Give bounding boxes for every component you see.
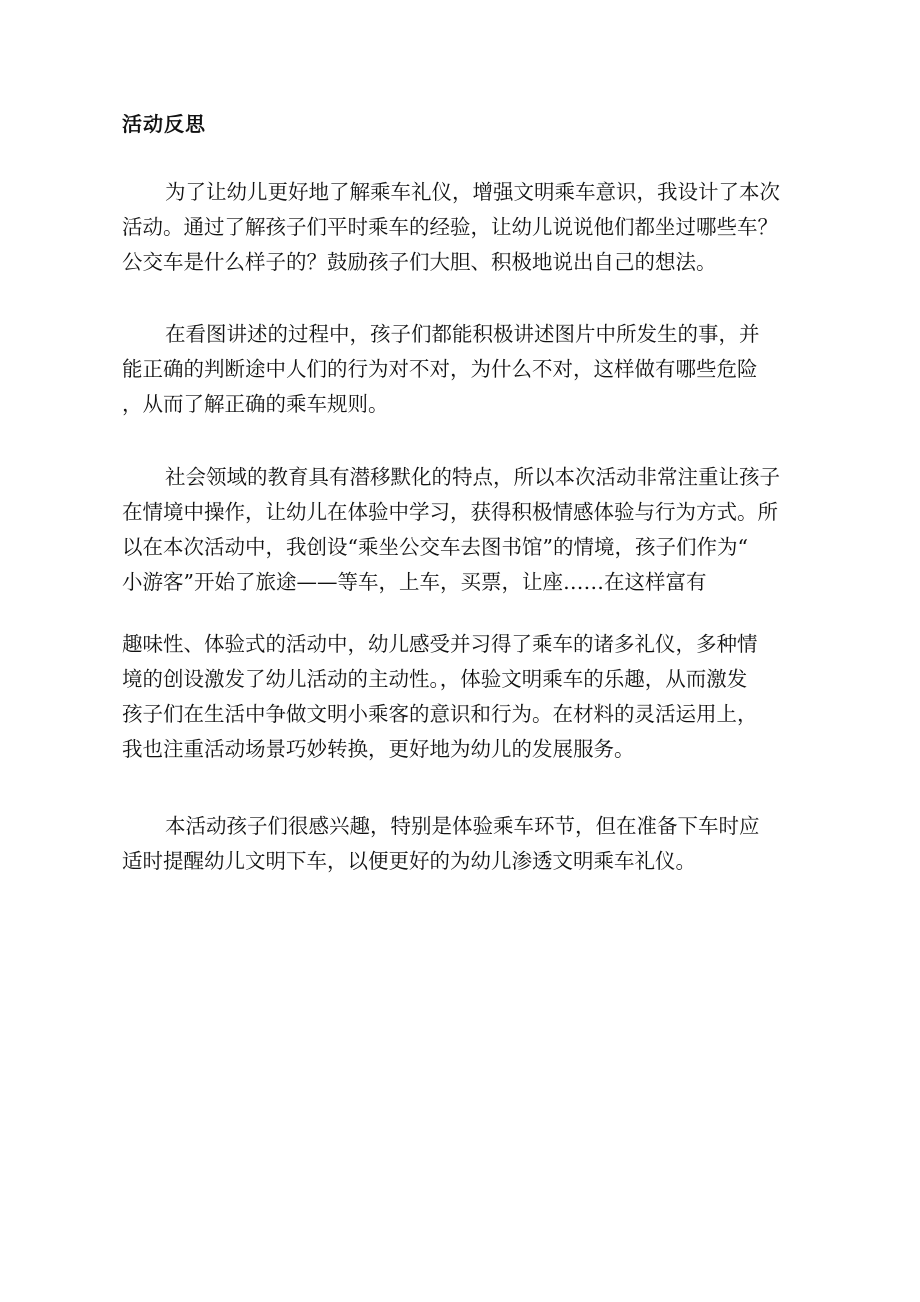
paragraph-line: 为了让幼儿更好地了解乘车礼仪，增强文明乘车意识，我设计了本次 xyxy=(165,180,780,204)
paragraph-1 xyxy=(122,175,802,280)
paragraph-line: 孩子们在生活中争做文明小乘客的意识和行为。在材料的灵活运用上， xyxy=(122,702,758,726)
paragraph-line: 趣味性、体验式的活动中，幼儿感受并习得了乘车的诸多礼仪，多种情 xyxy=(122,632,758,656)
paragraph-line: 在看图讲述的过程中，孩子们都能积极讲述图片中所发生的事，并 xyxy=(165,322,760,346)
paragraph-line: 我也注重活动场景巧妙转换，更好地为幼儿的发展服务。 xyxy=(122,737,635,761)
paragraph-2 xyxy=(122,317,802,422)
paragraph-line: 小游客”开始了旅途——等车，上车，买票，让座……在这样富有 xyxy=(122,570,707,594)
paragraph-line: 公交车是什么样子的？鼓励孩子们大胆、积极地说出自己的想法。 xyxy=(122,250,717,274)
paragraph-line: 活动。通过了解孩子们平时乘车的经验，让幼儿说说他们都坐过哪些车？ xyxy=(122,215,778,239)
paragraph-line: 能正确的判断途中人们的行为对不对，为什么不对，这样做有哪些危险 xyxy=(122,357,758,381)
paragraph-line: 社会领域的教育具有潜移默化的特点，所以本次活动非常注重让孩子 xyxy=(165,465,780,489)
paragraph-5 xyxy=(122,809,802,879)
section-heading: 活动反思 xyxy=(122,112,206,136)
paragraph-line: 本活动孩子们很感兴趣，特别是体验乘车环节，但在准备下车时应 xyxy=(165,814,760,838)
paragraph-line: 以在本次活动中，我创设“乘坐公交车去图书馆”的情境，孩子们作为“ xyxy=(122,535,748,559)
paragraph-3 xyxy=(122,460,802,600)
paragraph-4 xyxy=(122,627,802,767)
paragraph-line: 在情境中操作，让幼儿在体验中学习，获得积极情感体验与行为方式。所 xyxy=(122,500,778,524)
paragraph-line: 适时提醒幼儿文明下车，以便更好的为幼儿渗透文明乘车礼仪。 xyxy=(122,849,696,873)
paragraph-line: ，从而了解正确的乘车规则。 xyxy=(122,392,389,416)
paragraph-line: 境的创设激发了幼儿活动的主动性。，体验文明乘车的乐趣，从而激发 xyxy=(122,667,748,691)
